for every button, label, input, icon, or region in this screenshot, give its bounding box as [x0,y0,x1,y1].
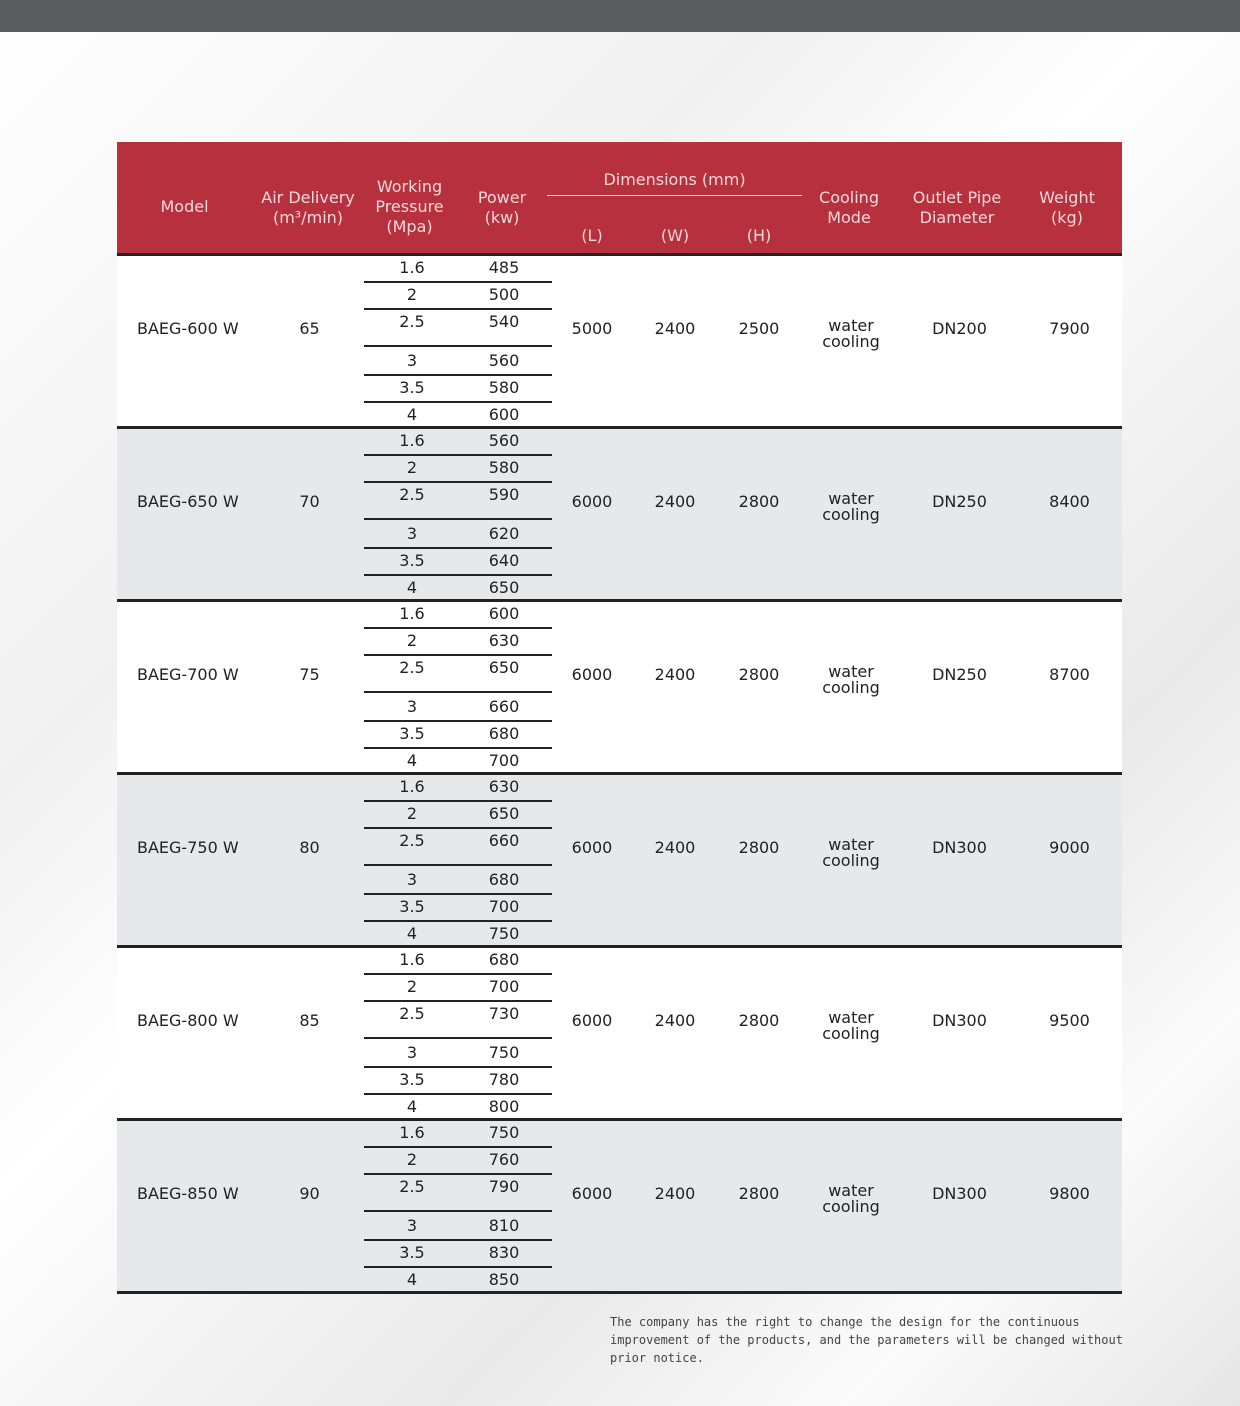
power-cell: 650 [488,578,520,597]
weight-cell: 9000 [1049,838,1090,857]
dim-w-cell: 2400 [654,492,696,511]
air-delivery-cell: 70 [299,492,320,511]
dim-h-cell: 2800 [738,492,780,511]
power-cell: 680 [488,950,520,969]
pressure-power-row [117,656,1122,683]
pressure-power-row [117,403,1122,430]
power-cell: 830 [488,1243,520,1262]
pressure-power-row [117,1268,1122,1295]
pressure-power-row [117,948,1122,975]
pressure-cell: 3 [406,1216,418,1235]
pressure-power-row [117,456,1122,483]
pressure-power-row [117,922,1122,949]
pressure-cell: 4 [406,1097,418,1116]
pressure-cell: 2.5 [399,1004,425,1023]
model-cell: BAEG-650 W [137,492,239,511]
table-header [117,142,1122,256]
table-body [117,256,1122,1294]
pressure-power-row [117,868,1122,895]
weight-cell: 8400 [1049,492,1090,511]
table-row-group [117,256,1122,429]
pressure-cell: 1.6 [399,777,425,796]
pressure-power-row [117,256,1122,283]
power-cell: 650 [488,658,520,677]
dim-w-cell: 2400 [654,838,696,857]
model-cell: BAEG-700 W [137,665,239,684]
table-row-group [117,602,1122,775]
pressure-power-row [117,695,1122,722]
table-row-group [117,948,1122,1121]
power-cell: 630 [488,631,520,650]
header-air-delivery: Air Delivery (m³/min) [261,188,355,227]
power-cell: 680 [488,870,520,889]
pressure-cell: 2 [406,1150,418,1169]
dim-h-cell: 2800 [738,838,780,857]
pressure-power-row [117,1121,1122,1148]
pressure-cell: 2 [406,977,418,996]
header-model: Model [160,197,209,216]
outlet-pipe-cell: DN250 [932,492,987,511]
header-weight: Weight (kg) [1039,188,1095,227]
pressure-power-row [117,975,1122,1002]
pressure-cell: 4 [406,405,418,424]
pressure-cell: 1.6 [399,431,425,450]
table-row-group [117,1121,1122,1294]
header-power: Power (kw) [477,188,527,227]
power-cell: 750 [488,924,520,943]
pressure-power-row [117,1095,1122,1122]
pressure-cell: 1.6 [399,604,425,623]
power-cell: 750 [488,1123,520,1142]
power-cell: 620 [488,524,520,543]
power-cell: 700 [488,977,520,996]
pressure-cell: 3 [406,697,418,716]
pressure-cell: 3.5 [399,1070,425,1089]
outlet-pipe-cell: DN300 [932,1184,987,1203]
pressure-power-row [117,749,1122,776]
power-cell: 850 [488,1270,520,1289]
pressure-cell: 2 [406,804,418,823]
pressure-power-row [117,483,1122,510]
header-dim-l: (L) [581,226,603,245]
pressure-power-row [117,895,1122,922]
pressure-cell: 1.6 [399,258,425,277]
pressure-power-row [117,310,1122,337]
top-bar [0,0,1240,32]
sub-row-divider [364,1210,552,1212]
weight-cell: 8700 [1049,665,1090,684]
disclaimer-note: The company has the right to change the design for the continuous improvement of the products, and the parameters will be changed without prior notice. [610,1315,1123,1365]
pressure-power-row [117,829,1122,856]
pressure-power-row [117,283,1122,310]
power-cell: 660 [488,831,520,850]
pressure-power-row [117,1068,1122,1095]
power-cell: 780 [488,1070,520,1089]
pressure-power-row [117,775,1122,802]
pressure-cell: 4 [406,751,418,770]
pressure-cell: 1.6 [399,950,425,969]
model-cell: BAEG-850 W [137,1184,239,1203]
power-cell: 485 [488,258,520,277]
air-delivery-cell: 65 [299,319,320,338]
header-dimensions: Dimensions (mm) [603,170,746,189]
dim-h-cell: 2800 [738,1184,780,1203]
pressure-cell: 4 [406,578,418,597]
pressure-cell: 2.5 [399,831,425,850]
power-cell: 630 [488,777,520,796]
header-outlet-pipe: Outlet Pipe Diameter [912,188,1002,227]
air-delivery-cell: 90 [299,1184,320,1203]
pressure-power-row [117,1148,1122,1175]
power-cell: 580 [488,378,520,397]
sub-row-divider [364,1037,552,1039]
pressure-cell: 2 [406,458,418,477]
cooling-mode-cell: water cooling [822,1181,880,1216]
power-cell: 680 [488,724,520,743]
dimensions-divider [547,195,802,196]
sub-row-divider [364,691,552,693]
pressure-cell: 4 [406,1270,418,1289]
power-cell: 580 [488,458,520,477]
pressure-cell: 3.5 [399,724,425,743]
power-cell: 790 [488,1177,520,1196]
cooling-mode-cell: water cooling [822,1008,880,1043]
air-delivery-cell: 75 [299,665,320,684]
cooling-mode-cell: water cooling [822,835,880,870]
dim-l-cell: 6000 [571,838,613,857]
pressure-cell: 3.5 [399,1243,425,1262]
pressure-cell: 2.5 [399,1177,425,1196]
weight-cell: 9500 [1049,1011,1090,1030]
dim-w-cell: 2400 [654,665,696,684]
pressure-cell: 3.5 [399,378,425,397]
pressure-power-row [117,349,1122,376]
header-dim-h: (H) [746,226,772,245]
power-cell: 540 [488,312,520,331]
power-cell: 700 [488,897,520,916]
cooling-mode-cell: water cooling [822,662,880,697]
pressure-cell: 3 [406,1043,418,1062]
pressure-power-row [117,1175,1122,1202]
pressure-power-row [117,802,1122,829]
weight-cell: 9800 [1049,1184,1090,1203]
model-cell: BAEG-800 W [137,1011,239,1030]
table-row-group [117,775,1122,948]
power-cell: 600 [488,604,520,623]
power-cell: 600 [488,405,520,424]
pressure-cell: 3.5 [399,551,425,570]
pressure-cell: 4 [406,924,418,943]
air-delivery-cell: 80 [299,838,320,857]
pressure-power-row [117,522,1122,549]
table-row-group [117,429,1122,602]
spec-table [117,142,1122,1294]
header-cooling-mode: Cooling Mode [819,188,879,227]
pressure-power-row [117,722,1122,749]
dim-h-cell: 2500 [738,319,780,338]
model-cell: BAEG-600 W [137,319,239,338]
power-cell: 810 [488,1216,520,1235]
pressure-power-row [117,1241,1122,1268]
dim-h-cell: 2800 [738,1011,780,1030]
pressure-cell: 2 [406,631,418,650]
outlet-pipe-cell: DN300 [932,1011,987,1030]
pressure-power-row [117,549,1122,576]
pressure-power-row [117,429,1122,456]
pressure-cell: 2 [406,285,418,304]
power-cell: 760 [488,1150,520,1169]
pressure-cell: 2.5 [399,658,425,677]
pressure-power-row [117,1214,1122,1241]
cooling-mode-cell: water cooling [822,316,880,351]
outlet-pipe-cell: DN300 [932,838,987,857]
cooling-mode-cell: water cooling [822,489,880,524]
power-cell: 560 [488,351,520,370]
pressure-cell: 3 [406,351,418,370]
pressure-power-row [117,602,1122,629]
pressure-power-row [117,1041,1122,1068]
dim-l-cell: 6000 [571,1184,613,1203]
pressure-cell: 3.5 [399,897,425,916]
header-dim-w: (W) [660,226,690,245]
power-cell: 590 [488,485,520,504]
power-cell: 730 [488,1004,520,1023]
power-cell: 640 [488,551,520,570]
dim-w-cell: 2400 [654,1184,696,1203]
air-delivery-cell: 85 [299,1011,320,1030]
power-cell: 560 [488,431,520,450]
power-cell: 700 [488,751,520,770]
pressure-power-row [117,1002,1122,1029]
pressure-cell: 3 [406,524,418,543]
sub-row-divider [364,518,552,520]
header-working-pressure: Working Pressure (Mpa) [375,177,444,236]
weight-cell: 7900 [1049,319,1090,338]
power-cell: 800 [488,1097,520,1116]
dim-l-cell: 5000 [571,319,613,338]
sub-row-divider [364,864,552,866]
pressure-cell: 1.6 [399,1123,425,1142]
pressure-cell: 2.5 [399,312,425,331]
pressure-cell: 2.5 [399,485,425,504]
pressure-power-row [117,576,1122,603]
power-cell: 660 [488,697,520,716]
model-cell: BAEG-750 W [137,838,239,857]
pressure-power-row [117,376,1122,403]
power-cell: 650 [488,804,520,823]
pressure-power-row [117,629,1122,656]
sub-row-divider [364,345,552,347]
dim-h-cell: 2800 [738,665,780,684]
pressure-cell: 3 [406,870,418,889]
dim-l-cell: 6000 [571,492,613,511]
dim-w-cell: 2400 [654,1011,696,1030]
power-cell: 500 [488,285,520,304]
dim-w-cell: 2400 [654,319,696,338]
dim-l-cell: 6000 [571,665,613,684]
outlet-pipe-cell: DN250 [932,665,987,684]
dim-l-cell: 6000 [571,1011,613,1030]
outlet-pipe-cell: DN200 [932,319,987,338]
power-cell: 750 [488,1043,520,1062]
